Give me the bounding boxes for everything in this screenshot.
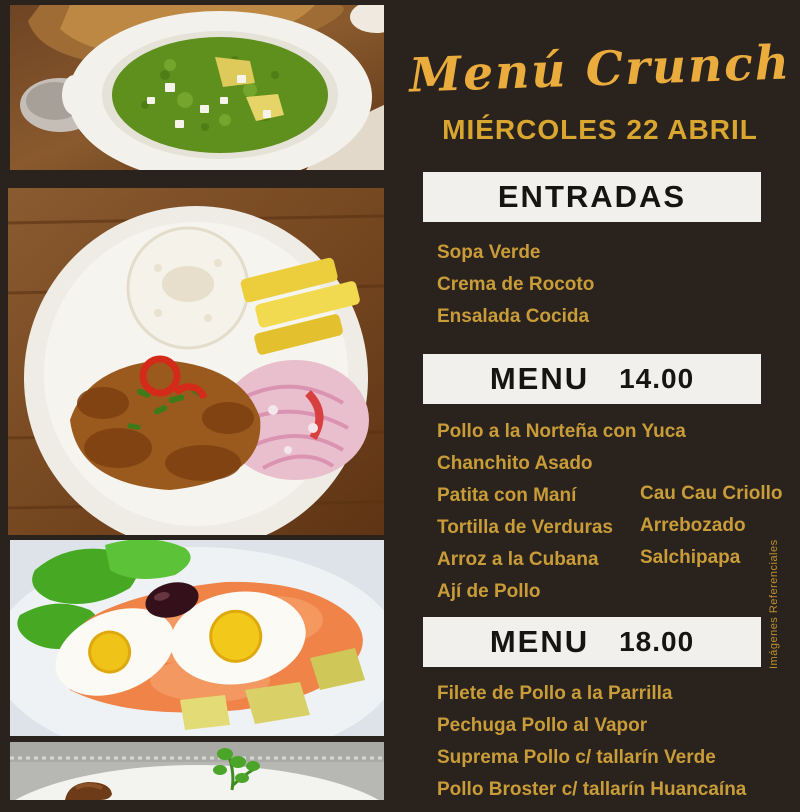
menu-item: Salchipapa <box>640 547 741 568</box>
menu-item: Arroz a la Cubana <box>437 549 599 570</box>
menu-item: Suprema Pollo c/ tallarín Verde <box>437 747 716 768</box>
photo-pollo-nortena <box>8 188 384 535</box>
menu-item: Pollo a la Norteña con Yuca <box>437 421 686 442</box>
menu-item: Filete de Pollo a la Parrilla <box>437 683 673 704</box>
brand-title: Menú Crunch <box>408 34 792 104</box>
menu-item: Tortilla de Verduras <box>437 517 613 538</box>
menu-item: Pollo Broster c/ tallarín Huancaína <box>437 779 747 800</box>
section-heading-menu-14 <box>423 354 761 404</box>
menu-item: Cau Cau Criollo <box>640 483 783 504</box>
menu-item: Sopa Verde <box>437 242 541 263</box>
section-heading-label: MENU <box>489 361 590 396</box>
photo-huancaina-eggs <box>10 540 384 736</box>
reference-images-note: Imágenes Referenciales <box>768 539 780 669</box>
plate-partial-illustration <box>10 742 384 800</box>
menu-18-list <box>437 684 746 812</box>
pollo-nortena-illustration <box>8 188 384 535</box>
menu-14-list-right <box>640 484 783 580</box>
menu-item: Arrebozado <box>640 515 746 536</box>
section-price: 14.00 <box>619 363 695 394</box>
section-heading-entradas <box>423 172 761 222</box>
menu-item: Pechuga Pollo al Vapor <box>437 715 648 736</box>
menu-item: Ají de Pollo <box>437 581 541 602</box>
entradas-list <box>437 243 594 339</box>
section-price: 18.00 <box>619 626 695 657</box>
menu-item: Patita con Maní <box>437 485 577 506</box>
menu-date: MIÉRCOLES 22 ABRIL <box>442 114 758 145</box>
menu-item: Ensalada Cocida <box>437 306 590 327</box>
sopa-verde-illustration <box>10 5 384 170</box>
huancaina-illustration <box>10 540 384 736</box>
section-heading-label: MENU <box>489 624 590 659</box>
menu-item: Crema de Rocoto <box>437 274 595 295</box>
photo-plate-partial <box>10 742 384 800</box>
section-heading-label: ENTRADAS <box>497 179 687 214</box>
section-heading-menu-18 <box>423 617 761 667</box>
menu-item: Chanchito Asado <box>437 453 593 474</box>
photo-sopa-verde <box>10 5 384 170</box>
